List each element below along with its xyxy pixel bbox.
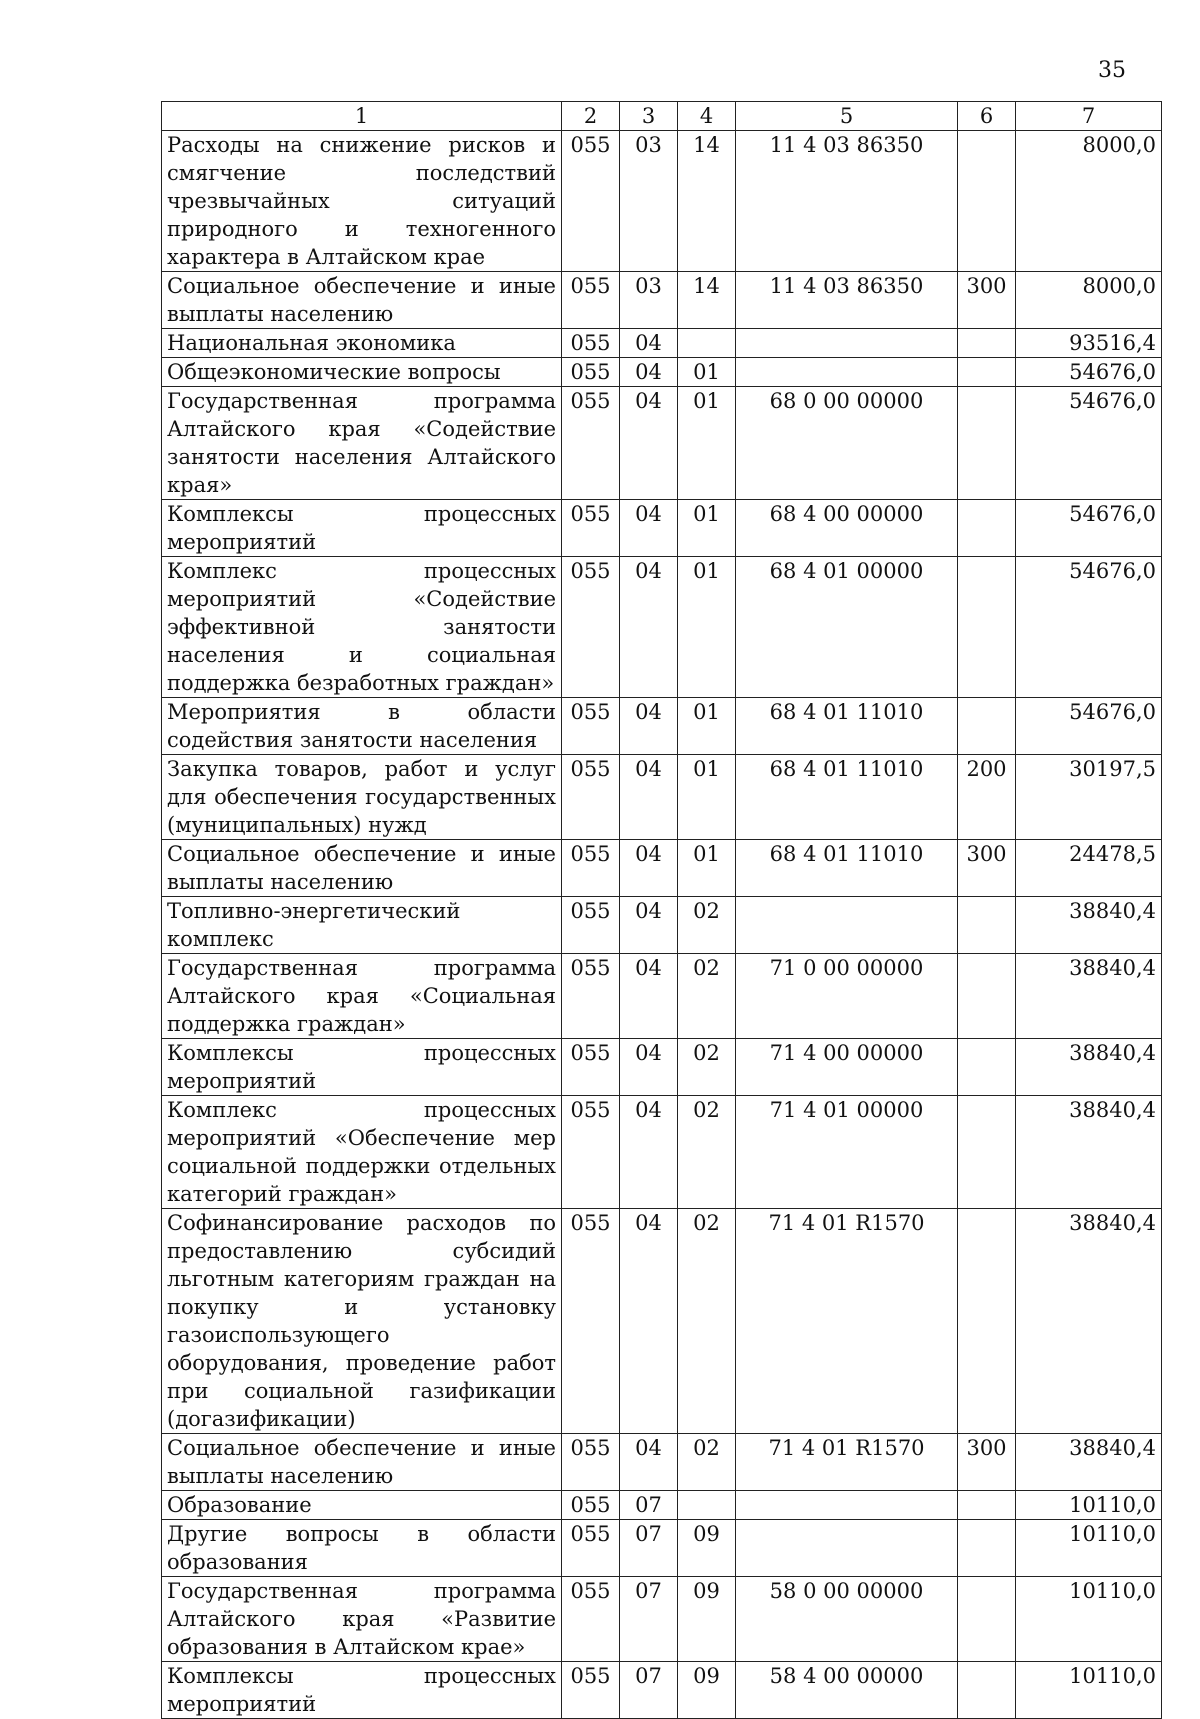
column-header: 6 [958, 102, 1016, 131]
subsection-cell: 01 [678, 698, 736, 755]
subsection-cell: 02 [678, 897, 736, 954]
subsection-cell: 02 [678, 1096, 736, 1209]
section-cell: 04 [620, 840, 678, 897]
row-name-cell: Государственная программа Алтайского края «Развитие образования в Алтайском крае» [162, 1577, 562, 1662]
section-cell: 04 [620, 557, 678, 698]
row-name-cell: Расходы на снижение рисков и смягчение последствий чрезвычайных ситуаций природного и техногенного характера в Алтайском крае [162, 131, 562, 272]
subsection-cell [678, 1491, 736, 1520]
column-header: 1 [162, 102, 562, 131]
amount-cell: 38840,4 [1016, 897, 1162, 954]
target-article-cell: 71 0 00 00000 [736, 954, 958, 1039]
target-article-cell: 68 4 01 11010 [736, 755, 958, 840]
subsection-cell: 01 [678, 387, 736, 500]
column-header: 5 [736, 102, 958, 131]
target-article-cell [736, 1491, 958, 1520]
table-row [162, 1577, 1162, 1662]
section-cell: 04 [620, 358, 678, 387]
column-header: 2 [562, 102, 620, 131]
admin-code-cell: 055 [562, 755, 620, 840]
section-cell: 03 [620, 131, 678, 272]
row-name-cell: Социальное обеспечение и иные выплаты населению [162, 1434, 562, 1491]
section-cell: 07 [620, 1491, 678, 1520]
expense-type-cell [958, 1577, 1016, 1662]
target-article-cell: 71 4 01 00000 [736, 1096, 958, 1209]
table-row [162, 897, 1162, 954]
expense-type-cell [958, 358, 1016, 387]
target-article-cell: 71 4 01 R1570 [736, 1434, 958, 1491]
row-name-cell: Комплекс процессных мероприятий «Обеспечение мер социальной поддержки отдельных категорий граждан» [162, 1096, 562, 1209]
target-article-cell: 11 4 03 86350 [736, 272, 958, 329]
section-cell: 04 [620, 954, 678, 1039]
expense-type-cell: 300 [958, 1434, 1016, 1491]
amount-cell: 10110,0 [1016, 1577, 1162, 1662]
amount-cell: 10110,0 [1016, 1491, 1162, 1520]
amount-cell: 38840,4 [1016, 1209, 1162, 1434]
target-article-cell: 11 4 03 86350 [736, 131, 958, 272]
admin-code-cell: 055 [562, 500, 620, 557]
admin-code-cell: 055 [562, 329, 620, 358]
table-row [162, 1209, 1162, 1434]
expense-type-cell [958, 1209, 1016, 1434]
admin-code-cell: 055 [562, 272, 620, 329]
target-article-cell: 68 0 00 00000 [736, 387, 958, 500]
admin-code-cell: 055 [562, 1577, 620, 1662]
row-name-cell: Комплекс процессных мероприятий «Содействие эффективной занятости населения и социальная поддержка безработных граждан» [162, 557, 562, 698]
section-cell: 03 [620, 272, 678, 329]
admin-code-cell: 055 [562, 1039, 620, 1096]
section-cell: 04 [620, 1096, 678, 1209]
section-cell: 04 [620, 500, 678, 557]
target-article-cell [736, 897, 958, 954]
target-article-cell [736, 358, 958, 387]
admin-code-cell: 055 [562, 698, 620, 755]
amount-cell: 38840,4 [1016, 1434, 1162, 1491]
expense-type-cell [958, 131, 1016, 272]
expense-type-cell [958, 954, 1016, 1039]
amount-cell: 8000,0 [1016, 272, 1162, 329]
row-name-cell: Другие вопросы в области образования [162, 1520, 562, 1577]
target-article-cell [736, 329, 958, 358]
row-name-cell: Государственная программа Алтайского края «Содействие занятости населения Алтайского края» [162, 387, 562, 500]
admin-code-cell: 055 [562, 1209, 620, 1434]
admin-code-cell: 055 [562, 1662, 620, 1719]
amount-cell: 10110,0 [1016, 1520, 1162, 1577]
target-article-cell: 71 4 00 00000 [736, 1039, 958, 1096]
admin-code-cell: 055 [562, 387, 620, 500]
subsection-cell: 02 [678, 1039, 736, 1096]
subsection-cell: 09 [678, 1662, 736, 1719]
section-cell: 07 [620, 1577, 678, 1662]
expense-type-cell [958, 329, 1016, 358]
budget-table [161, 101, 1162, 1719]
amount-cell: 54676,0 [1016, 698, 1162, 755]
expense-type-cell [958, 1096, 1016, 1209]
section-cell: 04 [620, 387, 678, 500]
row-name-cell: Софинансирование расходов по предоставлению субсидий льготным категориям граждан на покупку и установку газоиспользующего оборудования, проведение работ при социальной газификации (догазификации) [162, 1209, 562, 1434]
table-row [162, 387, 1162, 500]
admin-code-cell: 055 [562, 358, 620, 387]
subsection-cell: 01 [678, 557, 736, 698]
amount-cell: 8000,0 [1016, 131, 1162, 272]
admin-code-cell: 055 [562, 1434, 620, 1491]
amount-cell: 54676,0 [1016, 358, 1162, 387]
table-row [162, 1520, 1162, 1577]
section-cell: 04 [620, 1209, 678, 1434]
row-name-cell: Комплексы процессных мероприятий [162, 1662, 562, 1719]
table-row [162, 272, 1162, 329]
target-article-cell: 68 4 00 00000 [736, 500, 958, 557]
subsection-cell: 02 [678, 1434, 736, 1491]
amount-cell: 54676,0 [1016, 387, 1162, 500]
expense-type-cell [958, 698, 1016, 755]
section-cell: 07 [620, 1520, 678, 1577]
target-article-cell: 68 4 01 11010 [736, 840, 958, 897]
amount-cell: 30197,5 [1016, 755, 1162, 840]
admin-code-cell: 055 [562, 840, 620, 897]
target-article-cell: 68 4 01 00000 [736, 557, 958, 698]
row-name-cell: Социальное обеспечение и иные выплаты населению [162, 272, 562, 329]
admin-code-cell: 055 [562, 954, 620, 1039]
row-name-cell: Общеэкономические вопросы [162, 358, 562, 387]
target-article-cell: 71 4 01 R1570 [736, 1209, 958, 1434]
section-cell: 04 [620, 329, 678, 358]
expense-type-cell [958, 1662, 1016, 1719]
subsection-cell: 01 [678, 500, 736, 557]
target-article-cell: 68 4 01 11010 [736, 698, 958, 755]
target-article-cell: 58 0 00 00000 [736, 1577, 958, 1662]
table-row [162, 557, 1162, 698]
amount-cell: 10110,0 [1016, 1662, 1162, 1719]
table-row [162, 500, 1162, 557]
subsection-cell: 02 [678, 1209, 736, 1434]
admin-code-cell: 055 [562, 897, 620, 954]
row-name-cell: Комплексы процессных мероприятий [162, 1039, 562, 1096]
section-cell: 04 [620, 698, 678, 755]
table-row [162, 840, 1162, 897]
table-row [162, 1491, 1162, 1520]
amount-cell: 38840,4 [1016, 1039, 1162, 1096]
amount-cell: 93516,4 [1016, 329, 1162, 358]
table-row [162, 329, 1162, 358]
section-cell: 04 [620, 1434, 678, 1491]
amount-cell: 24478,5 [1016, 840, 1162, 897]
row-name-cell: Закупка товаров, работ и услуг для обеспечения государственных (муниципальных) нужд [162, 755, 562, 840]
table-row [162, 1434, 1162, 1491]
expense-type-cell [958, 1491, 1016, 1520]
amount-cell: 38840,4 [1016, 1096, 1162, 1209]
table-row [162, 1662, 1162, 1719]
section-cell: 04 [620, 897, 678, 954]
column-header: 4 [678, 102, 736, 131]
admin-code-cell: 055 [562, 1520, 620, 1577]
expense-type-cell [958, 500, 1016, 557]
table-row [162, 698, 1162, 755]
table-row [162, 1096, 1162, 1209]
amount-cell: 54676,0 [1016, 500, 1162, 557]
row-name-cell: Государственная программа Алтайского края «Социальная поддержка граждан» [162, 954, 562, 1039]
expense-type-cell [958, 897, 1016, 954]
subsection-cell [678, 329, 736, 358]
expense-type-cell [958, 1039, 1016, 1096]
row-name-cell: Комплексы процессных мероприятий [162, 500, 562, 557]
subsection-cell: 14 [678, 131, 736, 272]
subsection-cell: 09 [678, 1520, 736, 1577]
subsection-cell: 14 [678, 272, 736, 329]
table-row [162, 755, 1162, 840]
row-name-cell: Национальная экономика [162, 329, 562, 358]
admin-code-cell: 055 [562, 557, 620, 698]
expense-type-cell [958, 1520, 1016, 1577]
expense-type-cell: 300 [958, 840, 1016, 897]
table-row [162, 358, 1162, 387]
column-header: 3 [620, 102, 678, 131]
row-name-cell: Социальное обеспечение и иные выплаты населению [162, 840, 562, 897]
target-article-cell [736, 1520, 958, 1577]
row-name-cell: Мероприятия в области содействия занятости населения [162, 698, 562, 755]
table-row [162, 954, 1162, 1039]
table-row [162, 131, 1162, 272]
amount-cell: 54676,0 [1016, 557, 1162, 698]
subsection-cell: 02 [678, 954, 736, 1039]
section-cell: 07 [620, 1662, 678, 1719]
expense-type-cell: 200 [958, 755, 1016, 840]
expense-type-cell: 300 [958, 272, 1016, 329]
section-cell: 04 [620, 755, 678, 840]
admin-code-cell: 055 [562, 131, 620, 272]
expense-type-cell [958, 387, 1016, 500]
admin-code-cell: 055 [562, 1491, 620, 1520]
section-cell: 04 [620, 1039, 678, 1096]
amount-cell: 38840,4 [1016, 954, 1162, 1039]
subsection-cell: 09 [678, 1577, 736, 1662]
table-row [162, 1039, 1162, 1096]
column-header: 7 [1016, 102, 1162, 131]
target-article-cell: 58 4 00 00000 [736, 1662, 958, 1719]
row-name-cell: Топливно-энергетический комплекс [162, 897, 562, 954]
page-number: 35 [1098, 58, 1126, 83]
expense-type-cell [958, 557, 1016, 698]
subsection-cell: 01 [678, 358, 736, 387]
subsection-cell: 01 [678, 755, 736, 840]
admin-code-cell: 055 [562, 1096, 620, 1209]
header-row [162, 102, 1162, 131]
subsection-cell: 01 [678, 840, 736, 897]
row-name-cell: Образование [162, 1491, 562, 1520]
